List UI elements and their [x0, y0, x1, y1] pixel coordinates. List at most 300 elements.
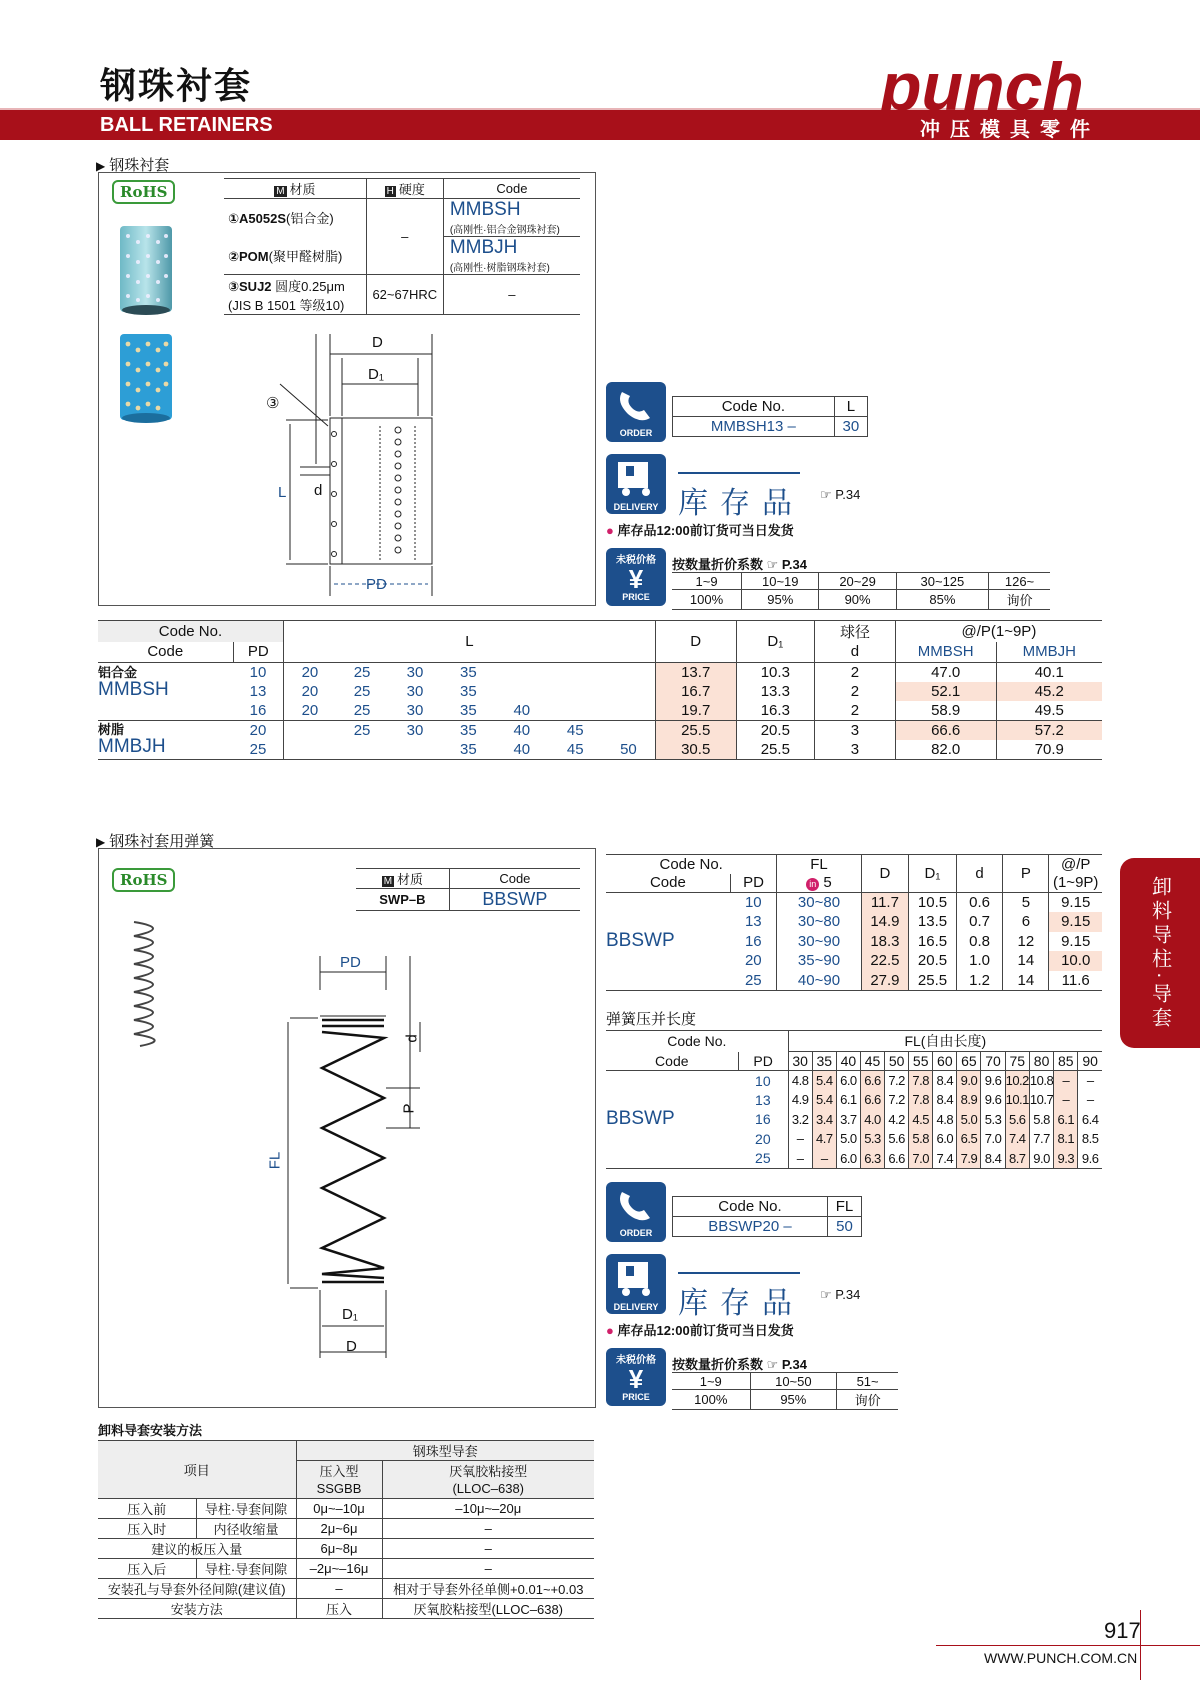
- code-group-1-label: 铝合金: [98, 665, 138, 680]
- l-cell: 30: [406, 663, 424, 681]
- length-cell: 9.6: [1081, 1150, 1099, 1166]
- table-row: [98, 1598, 594, 1618]
- dim-D: D: [346, 1338, 357, 1355]
- length-cell: 7.0: [909, 1149, 933, 1169]
- pd-cell: 20: [738, 1129, 788, 1149]
- table-row: [98, 1538, 594, 1558]
- length-cell: –: [1086, 1092, 1094, 1108]
- l-cell: 35: [460, 721, 477, 739]
- length-cell: 9.6: [981, 1090, 1005, 1110]
- length-cell: 5.3: [860, 1129, 884, 1149]
- length-cell: 5.0: [957, 1110, 981, 1130]
- l-cell: [388, 740, 441, 760]
- qty-cell: 51~: [856, 1373, 879, 1389]
- length-cell: 5.8: [909, 1129, 933, 1149]
- price-cell: 9.15: [1061, 932, 1091, 950]
- fl-cell: 40~90: [777, 971, 861, 991]
- code-cell: BBSWP: [606, 1108, 675, 1130]
- l-cell: [495, 662, 548, 682]
- dim-L: L: [278, 484, 287, 501]
- length-cell: –: [1086, 1073, 1094, 1088]
- length-cell: 4.8: [788, 1071, 812, 1091]
- rate-cell: 90%: [819, 590, 896, 610]
- product-image-aluminum: [118, 222, 174, 318]
- l-cell: 30: [406, 701, 424, 719]
- qty-cell: 126~: [1004, 573, 1035, 589]
- dim-PD: PD: [366, 576, 387, 593]
- pd-cell: 10: [730, 893, 777, 913]
- length-cell: 7.2: [885, 1090, 909, 1110]
- product-image-resin: [118, 330, 174, 426]
- price-mmbsh-cell: 58.9: [895, 701, 996, 721]
- price-mmbjh-cell: 70.9: [1034, 740, 1064, 758]
- item-sub-cell: 导柱·导套间隙: [196, 1558, 296, 1578]
- table-row: [98, 662, 1102, 682]
- D-cell: 18.3: [861, 932, 909, 952]
- price-mmbjh-cell: 57.2: [996, 720, 1102, 740]
- length-cell: 9.6: [981, 1071, 1005, 1091]
- page-title-cn: 钢珠衬套: [100, 65, 253, 106]
- table-row: [98, 1498, 594, 1518]
- compress-title: 弹簧压并长度: [606, 1011, 697, 1028]
- brand-logo-text: punch: [880, 49, 1084, 125]
- fl-header-cell: 55: [909, 1052, 933, 1071]
- code-group-2-label: 树脂: [98, 722, 125, 737]
- item-cell: 安装孔与导套外径间隙(建议值): [98, 1578, 296, 1598]
- length-cell: 5.4: [812, 1071, 836, 1091]
- l-cell: 20: [301, 682, 319, 700]
- D-cell: 22.5: [861, 951, 909, 971]
- qty-cell: 10~50: [750, 1373, 837, 1390]
- dim-FL: FL: [266, 1151, 284, 1170]
- table-row: [98, 682, 1102, 701]
- l-cell: 25: [353, 701, 371, 719]
- price-title: 按数量折价系数: [672, 1357, 764, 1372]
- length-cell: 7.8: [909, 1071, 933, 1091]
- D1-cell: 13.5: [909, 912, 957, 932]
- item-cell: 压入后: [98, 1558, 196, 1578]
- fl-header-cell: 40: [836, 1052, 860, 1071]
- l-cell: 35: [460, 682, 477, 700]
- callout-3: ③: [266, 395, 280, 412]
- d1-cell: 10.3: [736, 662, 815, 682]
- table-row: [98, 701, 1102, 721]
- l-cell: 30: [406, 721, 424, 739]
- l-cell: 40: [513, 721, 531, 739]
- category-side-tab[interactable]: 卸料导柱·导套: [1120, 858, 1200, 1048]
- length-cell: 6.6: [860, 1090, 884, 1110]
- glue-cell: –10μ~–20μ: [455, 1500, 522, 1516]
- l-cell: [495, 682, 548, 701]
- spring-image: [124, 914, 184, 1054]
- item-cell: 安装方法: [98, 1598, 296, 1618]
- length-cell: 7.7: [1029, 1129, 1053, 1149]
- d-cell: 13.7: [655, 662, 736, 682]
- page-title-en: BALL RETAINERS: [100, 114, 273, 136]
- press-cell: 2μ~6μ: [296, 1518, 382, 1538]
- l-cell: [549, 662, 602, 682]
- length-cell: 7.4: [933, 1149, 957, 1169]
- l-cell: 45: [566, 721, 584, 739]
- l-cell: 25: [353, 663, 371, 681]
- price-cell: 9.15: [1061, 894, 1091, 911]
- d-cell: 19.7: [655, 701, 736, 721]
- code-group-2: MMBJH: [98, 736, 166, 757]
- install-title: 卸料导套安装方法: [98, 1423, 203, 1438]
- fl-header-cell: 50: [885, 1052, 909, 1071]
- rate-cell: 85%: [896, 590, 988, 610]
- price-title: 按数量折价系数: [672, 557, 764, 572]
- d-cell: 1.2: [956, 971, 1003, 991]
- glue-cell: 相对于导套外径单侧+0.01~+0.03: [393, 1581, 584, 1597]
- rate-cell: 100%: [672, 1390, 750, 1410]
- d-cell: 0.6: [956, 893, 1003, 913]
- length-cell: 4.2: [885, 1110, 909, 1130]
- length-cell: 9.3: [1054, 1149, 1078, 1169]
- dim-d: d: [314, 482, 323, 499]
- table-row: [98, 1578, 594, 1598]
- length-cell: 5.4: [812, 1090, 836, 1110]
- length-cell: 5.8: [1029, 1110, 1053, 1130]
- d1-cell: 25.5: [736, 740, 815, 760]
- rohs-badge: RoHS: [112, 868, 175, 892]
- length-cell: 5.3: [981, 1110, 1005, 1130]
- d-cell: 0.8: [956, 932, 1003, 952]
- fl-header-cell: 35: [812, 1052, 836, 1071]
- l-cell: 25: [353, 721, 371, 739]
- stock-rule: [678, 472, 800, 474]
- length-cell: 8.9: [957, 1090, 981, 1110]
- length-cell: 8.4: [933, 1090, 957, 1110]
- fl-header-cell: 85: [1054, 1052, 1078, 1071]
- yen-icon: ¥: [628, 1364, 644, 1394]
- l-cell: 45: [566, 740, 584, 758]
- material-table-2: M 材质 Code SWP–B BBSWP: [356, 868, 580, 911]
- qty-cell: 1~9: [672, 1373, 750, 1390]
- fl-cell: 30~90: [777, 932, 861, 952]
- length-cell: –: [1054, 1090, 1078, 1110]
- item-sub-cell: 内径收缩量: [196, 1518, 296, 1538]
- length-cell: 4.5: [909, 1110, 933, 1130]
- length-cell: –: [788, 1149, 812, 1169]
- yen-icon: ¥: [628, 564, 644, 594]
- price-mmbsh-cell: 82.0: [895, 740, 996, 760]
- item-cell: 压入时: [98, 1518, 196, 1538]
- glue-cell: 厌氧胶粘接型(LLOC–638): [413, 1601, 564, 1617]
- footer-url[interactable]: WWW.PUNCH.COM.CN: [984, 1650, 1138, 1666]
- ball-cell: 3: [815, 720, 896, 740]
- ball-retainer-drawing: [260, 334, 460, 604]
- l-cell: 40: [513, 701, 531, 719]
- length-cell: –: [812, 1149, 836, 1169]
- hand-pointer-icon: ☞: [766, 557, 782, 572]
- dim-PD: PD: [340, 954, 361, 971]
- length-cell: 6.0: [836, 1071, 860, 1091]
- fl-cell: 30~80: [777, 912, 861, 932]
- rate-cell: 100%: [672, 590, 742, 610]
- discount-table-1: [672, 572, 1050, 610]
- rate-cell: 询价: [854, 1393, 881, 1408]
- length-cell: 8.5: [1081, 1131, 1099, 1147]
- fl-header-cell: 30: [788, 1052, 812, 1071]
- press-cell: 0μ~–10μ: [296, 1498, 382, 1518]
- stock-rule: [678, 1272, 800, 1274]
- info-icon: ●: [606, 1323, 618, 1338]
- length-cell: 5.0: [836, 1129, 860, 1149]
- pd-cell: 16: [233, 701, 283, 721]
- D1-cell: 16.5: [909, 932, 957, 952]
- length-cell: 9.0: [957, 1071, 981, 1091]
- pd-cell: 13: [233, 682, 283, 701]
- length-cell: 4.7: [812, 1129, 836, 1149]
- ball-cell: 2: [815, 701, 896, 721]
- footer-rule-h: [936, 1645, 1200, 1646]
- l-cell: [549, 682, 602, 701]
- order-example-1: Code No. L MMBSH13 – 30: [672, 396, 868, 437]
- spring-compress-table: Code No. FL(自由长度) Code PD 30 35 40 45 50 55 60 65 70 75 80 85 90 BBSWP 10 4.8 5.4 6.0 6.6 7.2 7.8 8.4 9.0 9.6 10.2 10.8 – – 13 4.9 5.4 6.1 6.6 7.2 7.8 8.4 8.9 9.6 10.1 10.7 – – 16 3.2 3.4 3.7 4.0 4.2 4.5 4.8 5.0 5.3 5.6 5.8 6.1 6.4 20 – 4.7 5.0 5.3 5.6 5.8 6.0 6.5 7.0 7.4 7.7 8.1 8.5 25 – – 6.0 6.3 6.6 7.0 7.4 7.9 8.4 8.7 9.0 9.3 9.6: [606, 1030, 1102, 1169]
- qty-cell: 20~29: [819, 573, 896, 590]
- d-cell: 16.7: [655, 682, 736, 701]
- length-cell: 9.0: [1029, 1149, 1053, 1169]
- P-cell: 6: [1003, 912, 1049, 932]
- l-cell: [549, 701, 602, 721]
- fl-header-cell: 80: [1029, 1052, 1053, 1071]
- order-icon: ORDER: [606, 1182, 666, 1242]
- d-cell: 0.7: [956, 912, 1003, 932]
- l-cell: 35: [460, 663, 477, 681]
- l-cell: 20: [301, 663, 319, 681]
- D-cell: 14.9: [861, 912, 909, 932]
- length-cell: 6.0: [836, 1149, 860, 1169]
- length-cell: 7.4: [1005, 1129, 1029, 1149]
- hand-pointer-icon: ☞: [820, 487, 836, 502]
- fl-cell: 30~80: [777, 893, 861, 913]
- l-cell: [602, 682, 655, 701]
- qty-cell: 30~125: [896, 573, 988, 590]
- fl-cell: 35~90: [777, 951, 861, 971]
- press-cell: 6μ~8μ: [296, 1538, 382, 1558]
- dim-D: D: [372, 334, 383, 351]
- rohs-badge: RoHS: [112, 180, 175, 204]
- P-cell: 14: [1003, 951, 1049, 971]
- D1-cell: 20.5: [909, 951, 957, 971]
- pd-cell: 25: [738, 1149, 788, 1169]
- table-row: [98, 740, 1102, 760]
- ball-cell: 2: [815, 662, 896, 682]
- page-ref: P.34: [781, 1357, 807, 1372]
- page-number: 917: [1104, 1618, 1141, 1643]
- length-cell: 8.4: [933, 1071, 957, 1091]
- fl-header-cell: 45: [860, 1052, 884, 1071]
- delivery-icon: DELIVERY: [606, 454, 666, 514]
- pd-cell: 25: [233, 740, 283, 760]
- length-cell: 6.6: [885, 1149, 909, 1169]
- spring-spec-table: Code No. FL D D₁ d P @/P Code PD in 5 (1~9P) BBSWP 10 30~80 11.7 10.5 0.6 5 9.15 13 30~80 14.9 13.5 0.7 6 9.15 16 30~90 18.3 16.5 0.8 12 9.15 20 35~90 22.5 20.5 1.0 14 10.0 25 40~90 27.9 25.5 1.2 14 11.6: [606, 854, 1102, 991]
- press-cell: –2μ~–16μ: [296, 1558, 382, 1578]
- glue-cell: –: [484, 1560, 492, 1576]
- D-cell: 11.7: [861, 893, 909, 913]
- l-cell: [283, 740, 335, 760]
- ball-cell: 2: [815, 682, 896, 701]
- length-cell: 6.5: [957, 1129, 981, 1149]
- press-cell: –: [296, 1578, 382, 1598]
- pd-cell: 20: [730, 951, 777, 971]
- length-cell: 6.1: [836, 1090, 860, 1110]
- dim-d: d: [403, 1034, 421, 1043]
- length-cell: 6.3: [860, 1149, 884, 1169]
- price-mmbjh-cell: 40.1: [1034, 663, 1064, 681]
- rate-cell: 95%: [742, 590, 819, 610]
- fl-header-cell: 65: [957, 1052, 981, 1071]
- l-cell: 25: [353, 682, 371, 700]
- length-cell: 10.8: [1029, 1071, 1053, 1091]
- price-cell: 9.15: [1049, 912, 1102, 932]
- dim-D1: D₁: [342, 1306, 358, 1323]
- table-row: [98, 720, 1102, 740]
- page-ref: P.34: [835, 1287, 861, 1302]
- l-cell: 35: [460, 740, 477, 758]
- d-cell: 1.0: [956, 951, 1003, 971]
- length-cell: 6.1: [1054, 1110, 1078, 1130]
- order-icon: ORDER: [606, 382, 666, 442]
- length-cell: 3.2: [788, 1110, 812, 1130]
- length-cell: 8.4: [981, 1149, 1005, 1169]
- code-cell: BBSWP: [606, 930, 675, 952]
- material-icon: M: [276, 186, 285, 197]
- length-cell: 7.0: [981, 1129, 1005, 1149]
- l-cell: [283, 720, 335, 740]
- qty-cell: 10~19: [742, 573, 819, 590]
- fl-header-cell: 60: [933, 1052, 957, 1071]
- length-cell: 3.7: [836, 1110, 860, 1130]
- fl-header-cell: 70: [981, 1052, 1005, 1071]
- hardness-icon: H: [386, 186, 394, 197]
- length-cell: 3.4: [812, 1110, 836, 1130]
- l-cell: [602, 701, 655, 721]
- pd-cell: 10: [233, 662, 283, 682]
- pd-cell: 16: [738, 1110, 788, 1130]
- length-cell: 8.1: [1054, 1129, 1078, 1149]
- pd-cell: 13: [738, 1090, 788, 1110]
- length-cell: 10.7: [1029, 1090, 1053, 1110]
- code-cell: [98, 701, 233, 721]
- length-cell: 7.2: [885, 1071, 909, 1091]
- length-cell: 4.8: [933, 1110, 957, 1130]
- price-cell: 11.6: [1061, 971, 1090, 989]
- price-mmbsh-cell: 66.6: [895, 720, 996, 740]
- delivery-note: 库存品12:00前订货可当日发货: [617, 523, 794, 538]
- order-example-2: Code No. FL BBSWP20 – 50: [672, 1196, 862, 1237]
- info-icon: ●: [606, 523, 618, 538]
- price-cell: 10.0: [1049, 951, 1102, 971]
- l-cell: 20: [301, 701, 319, 719]
- table-row: [98, 1558, 594, 1578]
- l-cell: [336, 740, 388, 760]
- length-cell: 8.7: [1005, 1149, 1029, 1169]
- P-cell: 5: [1003, 893, 1049, 913]
- l-cell: 40: [513, 740, 531, 758]
- price-mmbsh-cell: 47.0: [895, 662, 996, 682]
- length-cell: 5.6: [885, 1129, 909, 1149]
- pd-cell: 25: [730, 971, 777, 991]
- l-cell: 35: [460, 701, 477, 719]
- price-icon: 未税价格 ¥ PRICE: [606, 548, 666, 606]
- discount-table-2: [672, 1372, 898, 1410]
- length-cell: 7.8: [909, 1090, 933, 1110]
- length-cell: –: [1054, 1071, 1078, 1091]
- rate-cell: 95%: [750, 1390, 837, 1410]
- delivery-icon: DELIVERY: [606, 1254, 666, 1314]
- item-sub-cell: 导柱·导套间隙: [196, 1498, 296, 1518]
- stock-label: 库存品: [678, 487, 804, 520]
- delivery-note: 库存品12:00前订货可当日发货: [617, 1323, 794, 1338]
- length-cell: 10.1: [1005, 1090, 1029, 1110]
- glue-cell: –: [484, 1520, 492, 1536]
- ball-retainer-spec-table: Code No. L D D₁ 球径 @/P(1~9P) Code PD d MMBSH MMBJH 10 20 25 30 35 13.7 10.3 2 47.0 40.1 13 20 25 30 35 16.7 13.3 2 52.1 45.2 16 20 25 30 35 40 19.7 16.3 2 58.9 49.5 20 25 30 35 40 45 25.5 20.5 3 66.6 57.2 25 35 40 45 50 30.5 25.5 3 82.0 70.9: [98, 620, 1102, 760]
- price-mmbsh-cell: 52.1: [895, 682, 996, 701]
- P-cell: 14: [1003, 971, 1049, 991]
- item-cell: 压入前: [98, 1498, 196, 1518]
- stock-label: 库存品: [678, 1287, 804, 1320]
- rate-cell: 询价: [1006, 593, 1033, 608]
- l-cell: 30: [406, 682, 424, 700]
- fl-header-cell: 75: [1005, 1052, 1029, 1071]
- pd-cell: 20: [233, 720, 283, 740]
- price-mmbjh-cell: 45.2: [996, 682, 1102, 701]
- press-cell: 压入: [296, 1598, 382, 1618]
- d1-cell: 20.5: [736, 720, 815, 740]
- length-cell: 4.9: [788, 1090, 812, 1110]
- l-cell: 50: [602, 740, 655, 760]
- table-row: [606, 893, 1102, 913]
- qty-cell: 1~9: [672, 573, 742, 590]
- brand-subtitle: 冲压模具零件: [920, 119, 1100, 141]
- section-heading-ball-retainer: ▶ 钢珠衬套: [96, 154, 169, 175]
- pd-cell: 10: [738, 1071, 788, 1091]
- hand-pointer-icon: ☞: [820, 1287, 836, 1302]
- glue-cell: –: [484, 1540, 492, 1556]
- pd-cell: 13: [730, 912, 777, 932]
- fl-header-cell: 90: [1082, 1053, 1098, 1069]
- price-icon: 未税价格 ¥ PRICE: [606, 1348, 666, 1406]
- D1-cell: 10.5: [909, 893, 957, 913]
- D1-cell: 25.5: [909, 971, 957, 991]
- page-ref: P.34: [781, 557, 807, 572]
- code-group-1: MMBSH: [98, 679, 169, 700]
- length-cell: –: [788, 1129, 812, 1149]
- d-cell: 30.5: [655, 740, 736, 760]
- length-cell: 7.9: [957, 1149, 981, 1169]
- length-cell: 10.2: [1005, 1071, 1029, 1091]
- material-icon: M: [383, 876, 393, 887]
- ball-cell: 3: [815, 740, 896, 760]
- P-cell: 12: [1003, 932, 1049, 952]
- length-cell: 6.0: [933, 1129, 957, 1149]
- price-mmbjh-cell: 49.5: [1034, 701, 1064, 719]
- length-cell: 4.0: [860, 1110, 884, 1130]
- length-cell: 5.6: [1005, 1110, 1029, 1130]
- install-method-table: 项目 钢珠型导套 压入型 厌氧胶粘接型 SSGBB (LLOC–638) 压入前 导柱·导套间隙 0μ~–10μ –10μ~–20μ 压入时 内径收缩量 2μ~6μ – 建议的板压入量 6μ~8μ – 压入后 导柱·导套间隙 –2μ~–16μ – 安装孔与导套外径间隙(建议值) – 相对于导套外径单侧+0.01~+0.03 安装方法 压入 厌氧胶粘接型(LLOC–638): [98, 1440, 594, 1619]
- dim-P: P: [400, 1103, 418, 1114]
- D-cell: 27.9: [861, 971, 909, 991]
- table-row: [98, 1518, 594, 1538]
- material-table-1: M 材质 H 硬度 Code ①A5052S(铝合金) – MMBSH (高刚性·铝合金钢珠衬套) ②POM(聚甲醛树脂) MMBJH (高刚性·树脂钢珠衬套) ③SUJ2 圆度0.25μm (JIS B 1501 等级10) 62~67HRC –: [224, 178, 580, 315]
- d1-cell: 16.3: [736, 701, 815, 721]
- dim-D1: D₁: [368, 366, 384, 383]
- d-cell: 25.5: [655, 720, 736, 740]
- length-cell: 6.4: [1081, 1111, 1099, 1127]
- increment-icon: in: [806, 878, 819, 891]
